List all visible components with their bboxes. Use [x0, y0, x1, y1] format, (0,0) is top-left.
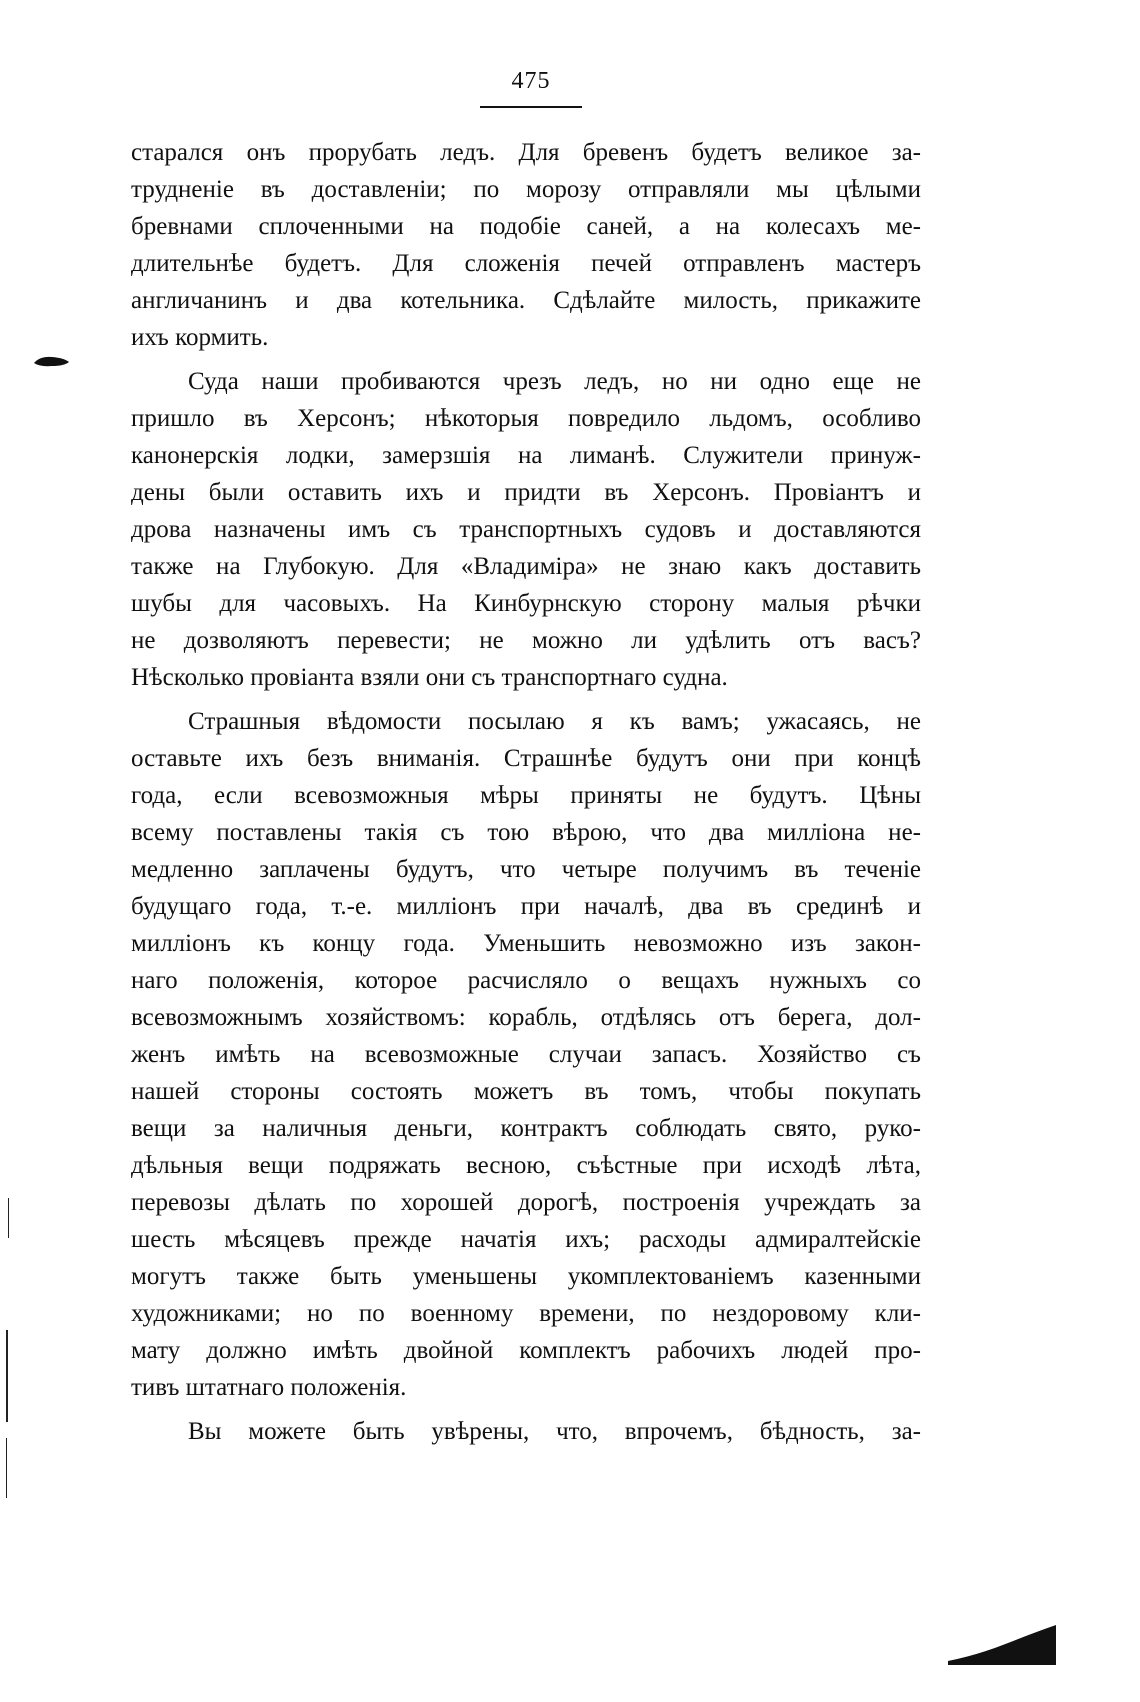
- text-line: года, если всевозможныя мѣры приняты не будутъ. Цѣны: [131, 782, 921, 809]
- text-line: шубы для часовыхъ. На Кинбурнскую сторону малыя рѣчки: [131, 590, 921, 617]
- paragraph: [131, 134, 921, 356]
- margin-edge-line: [6, 1330, 8, 1422]
- paragraph: [131, 1413, 921, 1450]
- text-line: дрова назначены имъ съ транспортныхъ судовъ и доставляются: [131, 516, 921, 543]
- text-line: перевозы дѣлать по хорошей дорогѣ, построенія учреждать за: [131, 1189, 921, 1216]
- text-line: шесть мѣсяцевъ прежде начатія ихъ; расходы адмиралтейскіе: [131, 1226, 921, 1253]
- text-line: милліонъ къ концу года. Уменьшить невозможно изъ закон-: [131, 930, 921, 957]
- text-line: будущаго года, т.-е. милліонъ при началѣ, два въ срединѣ и: [131, 893, 921, 920]
- text-line: Страшныя вѣдомости посылаю я къ вамъ; ужасаясь, не: [188, 708, 921, 735]
- text-line: также на Глубокую. Для «Владиміра» не знаю какъ доставить: [131, 553, 921, 580]
- page-number: 475: [511, 68, 551, 94]
- text-line: наго положенія, которое расчисляло о вещахъ нужныхъ со: [131, 967, 921, 994]
- text-line: ихъ кормить.: [131, 324, 269, 351]
- text-line: не дозволяютъ перевести; не можно ли удѣлить отъ васъ?: [131, 627, 921, 654]
- text-line: всему поставлены такія съ тою вѣрою, что два милліона не-: [131, 819, 921, 846]
- text-line: нашей стороны состоять можетъ въ томъ, чтобы покупать: [131, 1078, 921, 1105]
- paragraph: [131, 703, 921, 1406]
- text-line: художниками; но по военному времени, по нездоровому кли-: [131, 1300, 921, 1327]
- page-number-rule: [480, 106, 582, 108]
- text-line: пришло въ Херсонъ; нѣкоторыя повредило льдомъ, особливо: [131, 405, 921, 432]
- text-line: женъ имѣть на всевозможные случаи запасъ. Хозяйство съ: [131, 1041, 921, 1068]
- text-line: могутъ также быть уменьшены укомплектованіемъ казенными: [131, 1263, 921, 1290]
- text-line: Нѣсколько провіанта взяли они съ транспортнаго судна.: [131, 664, 728, 691]
- text-line: дены были оставить ихъ и придти въ Херсонъ. Провіантъ и: [131, 479, 921, 506]
- margin-edge-line: [6, 1438, 7, 1498]
- text-line: дѣльныя вещи подряжать весною, съѣстные при исходѣ лѣта,: [131, 1152, 921, 1179]
- margin-pointer-mark: [34, 354, 70, 370]
- text-line: вещи за наличныя деньги, контрактъ соблюдать свято, руко-: [131, 1115, 921, 1142]
- text-line: тивъ штатнаго положенія.: [131, 1374, 407, 1401]
- text-line: бревнами сплоченными на подобіе саней, а на колесахъ ме-: [131, 213, 921, 240]
- text-line: канонерскія лодки, замерзшія на лиманѣ. Служители принуж-: [131, 442, 921, 469]
- paragraph: [131, 363, 921, 696]
- document-body: [131, 134, 921, 1450]
- text-line: длительнѣе будетъ. Для сложенія печей отправленъ мастеръ: [131, 250, 921, 277]
- text-line: Суда наши пробиваются чрезъ ледъ, но ни одно еще не: [188, 368, 921, 395]
- corner-ink-mark: [948, 1625, 1058, 1665]
- text-line: Вы можете быть увѣрены, что, впрочемъ, бѣдность, за-: [188, 1418, 921, 1445]
- text-line: мату должно имѣть двойной комплектъ рабочихъ людей про-: [131, 1337, 921, 1364]
- text-line: трудненіе въ доставленіи; по морозу отправляли мы цѣлыми: [131, 176, 921, 203]
- text-line: всевозможнымъ хозяйствомъ: корабль, отдѣлясь отъ берега, дол-: [131, 1004, 921, 1031]
- text-line: англичанинъ и два котельника. Сдѣлайте милость, прикажите: [131, 287, 921, 314]
- text-line: оставьте ихъ безъ вниманія. Страшнѣе будутъ они при концѣ: [131, 745, 921, 772]
- margin-edge-line: [8, 1198, 9, 1238]
- text-line: медленно заплачены будутъ, что четыре получимъ въ теченіе: [131, 856, 921, 883]
- text-line: старался онъ прорубать ледъ. Для бревенъ будетъ великое за-: [131, 139, 921, 166]
